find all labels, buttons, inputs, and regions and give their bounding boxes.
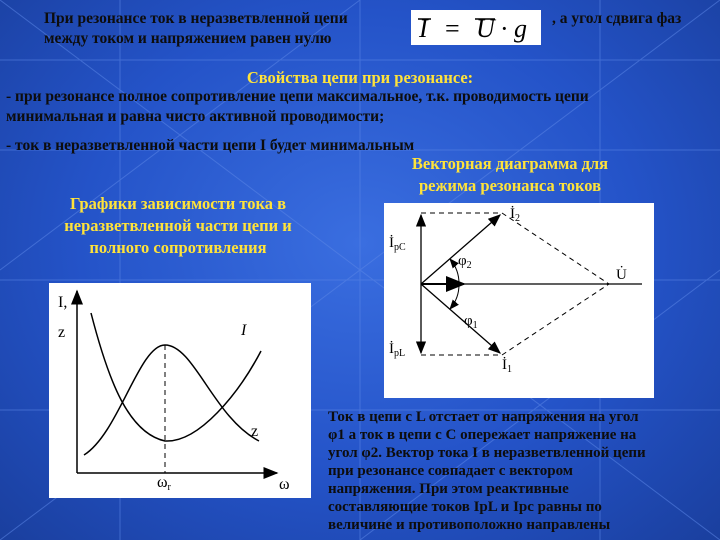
- formula-g: g: [514, 14, 527, 43]
- label-omega: ω: [279, 476, 290, 493]
- property2: - ток в неразветвленной части цепи I будет минимальным: [6, 137, 415, 154]
- explanation-line2: φ1 а ток в цепи с С опережает напряжение на: [328, 427, 637, 443]
- graph-title-line1: Графики зависимости тока в: [69, 194, 287, 213]
- formula-u: U: [476, 14, 495, 43]
- axis-label-z: z: [58, 324, 66, 341]
- label-phi2: $\varphi_2$: [458, 253, 472, 271]
- formula-i: I: [419, 14, 428, 43]
- resonance-graph: [49, 283, 311, 498]
- label-omega-r: ωr: [157, 474, 171, 493]
- intro-line1-right: , а угол сдвига фаз: [552, 10, 682, 27]
- property1-line1: - при резонансе полное сопротивление цепи максимальное, т.к. проводимость цепи: [6, 88, 589, 105]
- explanation-line1: Ток в цепи с L отстает от напряжения на угол: [328, 409, 639, 425]
- graph-title-line3: полного сопротивления: [89, 238, 267, 257]
- explanation-line6: составляющие токов IpL и Ipc равны по: [328, 499, 602, 515]
- formula-box: [411, 10, 541, 45]
- formula-dot: ·: [500, 14, 509, 43]
- curve-label-i: I: [241, 322, 247, 339]
- formula-eq: =: [445, 14, 460, 43]
- curve-label-z: z: [251, 423, 259, 440]
- vector-diagram-panel: [384, 203, 654, 398]
- intro-line1: При резонансе ток в неразветвленной цепи: [44, 10, 348, 27]
- property1-line2: минимальная и равна чисто активной проводимости;: [6, 108, 385, 125]
- explanation-line3: угол φ2. Вектор тока I в неразветвленной цепи: [328, 445, 646, 461]
- intro-line2: между током и напряжением равен нулю: [44, 30, 332, 47]
- label-phi1: $\varphi_1$: [464, 313, 478, 331]
- curve-impedance: [84, 345, 259, 455]
- graph-panel: [49, 283, 311, 498]
- explanation-line4: при резонансе совпадает с вектором: [328, 463, 573, 479]
- properties-title: Свойства цепи при резонансе:: [246, 68, 474, 87]
- vector-i2: [421, 215, 500, 284]
- explanation-line7: величине и противоположно направлены: [328, 517, 611, 533]
- label-u: U̇: [616, 267, 627, 283]
- vector-i1: [421, 284, 500, 353]
- label-ipl: $İ_{pL}$: [389, 341, 406, 359]
- axis-label-i: I,: [58, 294, 68, 311]
- vector-title-line1: Векторная диаграмма для: [411, 154, 609, 173]
- vector-title-line2: режима резонанса токов: [418, 176, 602, 195]
- label-ipc: $İ_{pC}$: [389, 235, 406, 253]
- label-i2: $İ_2$: [510, 206, 520, 224]
- curve-current: [91, 313, 261, 441]
- vector-diagram: [384, 203, 654, 398]
- label-i1: $İ_1$: [502, 357, 512, 375]
- explanation-line5: напряжения. При этом реактивные: [328, 481, 569, 497]
- graph-title-line2: неразветвленной части цепи и: [64, 216, 292, 235]
